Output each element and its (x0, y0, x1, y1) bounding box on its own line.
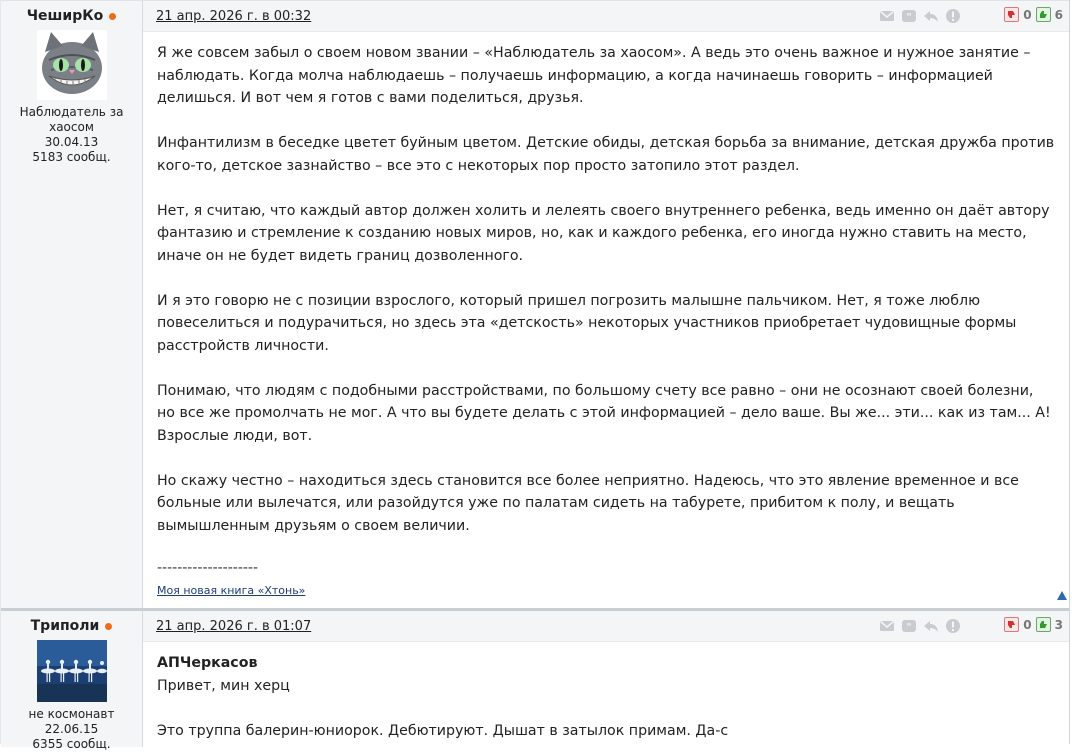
author-status: не космонавт (28, 707, 115, 721)
author-name-row (1, 619, 142, 634)
author-status: Наблюдатель за хаосом (19, 105, 124, 134)
author-messages[interactable]: 6355 сообщ. (32, 737, 111, 751)
post-paragraph: Нет, я считаю, что каждый автор должен холить и лелеять своего внутреннего ребенка, ведь именно он даёт автору фантазию и стремление к созданию новых миров, но, как и каждого ребенка, его иногда нужно ставить на место, иначе он не будет видеть границ дозволенного. (157, 202, 1050, 264)
online-status-icon (109, 13, 116, 20)
post-votes (1004, 617, 1063, 632)
author-registered: 30.04.13 (44, 135, 99, 149)
like-count: 3 (1054, 617, 1063, 632)
post-actions (879, 8, 961, 24)
post-paragraph: Инфантилизм в беседке цветет буйным цветом. Детские обиды, детская борьба за внимание, детская дружба против кого-то, детское зазнайство – все это с некоторых пор просто затопило этот раздел. (157, 135, 1055, 174)
author-name-link[interactable]: Триполи (30, 618, 100, 634)
thumb-down-icon[interactable] (1004, 617, 1019, 632)
post-body (143, 642, 1069, 742)
svg-text:": " (906, 622, 912, 633)
post-date-link[interactable]: 21 апр. 2026 г. в 00:32 (156, 9, 312, 24)
warning-icon[interactable] (945, 618, 961, 634)
post-content (143, 611, 1069, 747)
author-meta (1, 105, 142, 165)
post-author-panel (1, 1, 143, 608)
forum-post (1, 608, 1069, 751)
post-paragraph: И я это говорю не с позиции взрослого, который пришел погрозить малышне пальчиком. Нет, я тоже люблю повеселиться и подурачиться, но здесь эта «детскость» некоторых участников приобретает чудовищные формы расстройств личности. (157, 292, 1017, 354)
thumb-up-icon[interactable] (1036, 617, 1051, 632)
author-name-link[interactable]: ЧеширКо (26, 8, 104, 24)
post-paragraph: Понимаю, что людям с подобными расстройствами, по большому счету все равно – они не осознают своей болезни, но все же промолчать не мог. А что вы будете делать с этой информацией – дело ваше. Вы же... эти... как из там... А! Взрослые люди, вот. (157, 382, 1051, 444)
scroll-to-top-icon[interactable] (1057, 591, 1067, 600)
post-author-panel (1, 611, 143, 751)
svg-text:": " (906, 12, 912, 23)
quote-icon[interactable] (901, 8, 917, 24)
author-messages[interactable]: 5183 сообщ. (32, 150, 111, 164)
post-date-link[interactable]: 21 апр. 2026 г. в 01:07 (156, 619, 312, 634)
post-body (143, 32, 1069, 602)
like-count: 6 (1054, 7, 1063, 22)
envelope-icon[interactable] (879, 8, 895, 24)
post-content (143, 1, 1069, 608)
quote-icon[interactable] (901, 618, 917, 634)
post-paragraph: Это труппа балерин-юниорок. Дебютируют. Дышат в затылок примам. Да-с (157, 722, 729, 739)
ballet-avatar-icon[interactable] (37, 640, 107, 702)
post-actions (879, 618, 961, 634)
warning-icon[interactable] (945, 8, 961, 24)
cat-avatar-icon[interactable] (37, 30, 107, 100)
quoted-author-name: АПЧеркасов (157, 655, 258, 671)
reply-icon[interactable] (923, 618, 939, 634)
post-paragraph: Я же совсем забыл о своем новом звании – «Наблюдатель за хаосом». А ведь это очень важное и нужное занятие – наблюдать. Когда молча наблюдаешь – получаешь информацию, а когда начинаешь говорить – информацией делишься. И вот чем я готов с вами поделиться, друзья. (157, 45, 1031, 106)
dislike-count: 0 (1023, 617, 1032, 632)
thumb-up-icon[interactable] (1036, 7, 1051, 22)
post-header (143, 611, 1069, 642)
post-votes (1004, 7, 1063, 22)
post-greeting: Привет, мин херц (157, 677, 290, 694)
post-paragraph: Но скажу честно – находиться здесь становится все более неприятно. Надеюсь, что это явление временное и все больные или вылечатся, или разойдутся уже по палатам сидеть на табурете, прибитом к полу, и вещать вымышленным друзьям о своем величии. (157, 472, 1019, 534)
post-header (143, 1, 1069, 32)
forum-post (1, 0, 1069, 608)
author-meta (1, 707, 142, 752)
author-registered: 22.06.15 (44, 722, 99, 736)
signature-book-link[interactable]: Моя новая книга «Хтонь» (157, 583, 306, 597)
thumb-down-icon[interactable] (1004, 7, 1019, 22)
author-name-row (1, 9, 142, 24)
dislike-count: 0 (1023, 7, 1032, 22)
online-status-icon (105, 623, 112, 630)
reply-icon[interactable] (923, 8, 939, 24)
envelope-icon[interactable] (879, 618, 895, 634)
signature-divider: -------------------- (157, 559, 259, 576)
